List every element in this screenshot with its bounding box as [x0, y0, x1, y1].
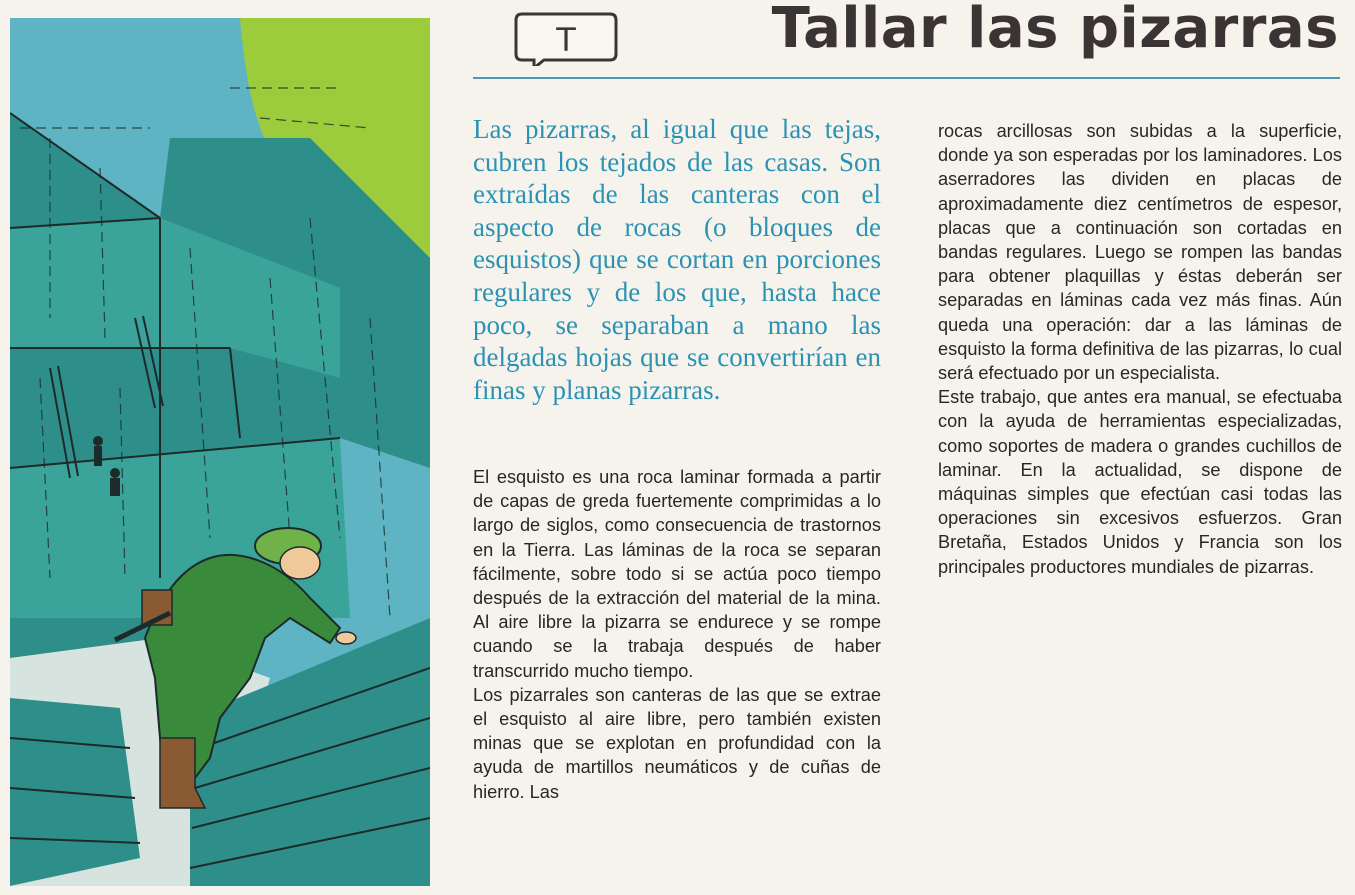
distant-worker-2 — [110, 468, 120, 478]
body-paragraph: El esquisto es una roca laminar formada a partir de capas de greda fuertemente comprimidas a lo largo de siglos, como consecuencia de trastornos en la Tierra. Las láminas de la roca se separan fácilmente, sobre todo si se actúa poco tiempo después de la extracción del material de la mina. Al aire libre la pizarra se endurece y se rompe cuando se la trabaja después de haber transcurrido mucho tiempo. — [473, 467, 881, 681]
worker-face — [280, 547, 320, 579]
distant-worker-2-body — [110, 478, 120, 496]
worker-hand — [336, 632, 356, 644]
body-column-right — [938, 119, 1342, 579]
body-paragraph: Los pizarrales son canteras de las que se extrae el esquisto al aire libre, pero también existen minas que se explotan en profundidad con la ayuda de martillos neumáticos y de cuñas de hierro. Las — [473, 684, 881, 802]
page-title: Tallar las pizarras — [771, 0, 1339, 61]
slate-stack-left — [10, 698, 140, 886]
body-paragraph: Este trabajo, que antes era manual, se efectuaba con la ayuda de herramientas especializadas, como soportes de madera o grandes cuchillos de laminar. En la actualidad, se dispone de máquinas simples que efectúan casi todas las operaciones sin excesivos esfuerzos. Gran Bretaña, Estados Unidos y Francia son los principales productores mundiales de pizarras. — [938, 387, 1342, 577]
title-divider — [473, 77, 1340, 79]
section-letter: T — [556, 21, 576, 59]
quarry-worker-illustration — [10, 18, 430, 886]
body-column-left — [473, 465, 881, 804]
lead-paragraph: Las pizarras, al igual que las tejas, cubren los tejados de las casas. Son extraídas de las canteras con el aspecto de rocas (o bloques de esquistos) que se cortan en porciones regulares y de los que, hasta hace poco, se separaban a mano las delgadas hojas que se convertirían en finas y planas pizarras. — [473, 114, 881, 405]
distant-worker-1 — [93, 436, 103, 446]
distant-worker-1-body — [94, 446, 102, 466]
body-paragraph: rocas arcillosas son subidas a la superficie, donde ya son esperadas por los laminadores. Los aserradores las dividen en placas de aproximadamente diez centímetros de espesor, placas que a continuación son cortadas en bandas regulares. Luego se rompen las bandas para obtener plaquillas y éstas deberán ser separadas en láminas cada vez más finas. Aún queda una operación: dar a las láminas de esquisto la forma definitiva de las pizarras, lo cual será efectuado por un especialista. — [938, 121, 1342, 384]
section-badge — [514, 12, 618, 64]
quarry-illustration — [10, 18, 430, 886]
